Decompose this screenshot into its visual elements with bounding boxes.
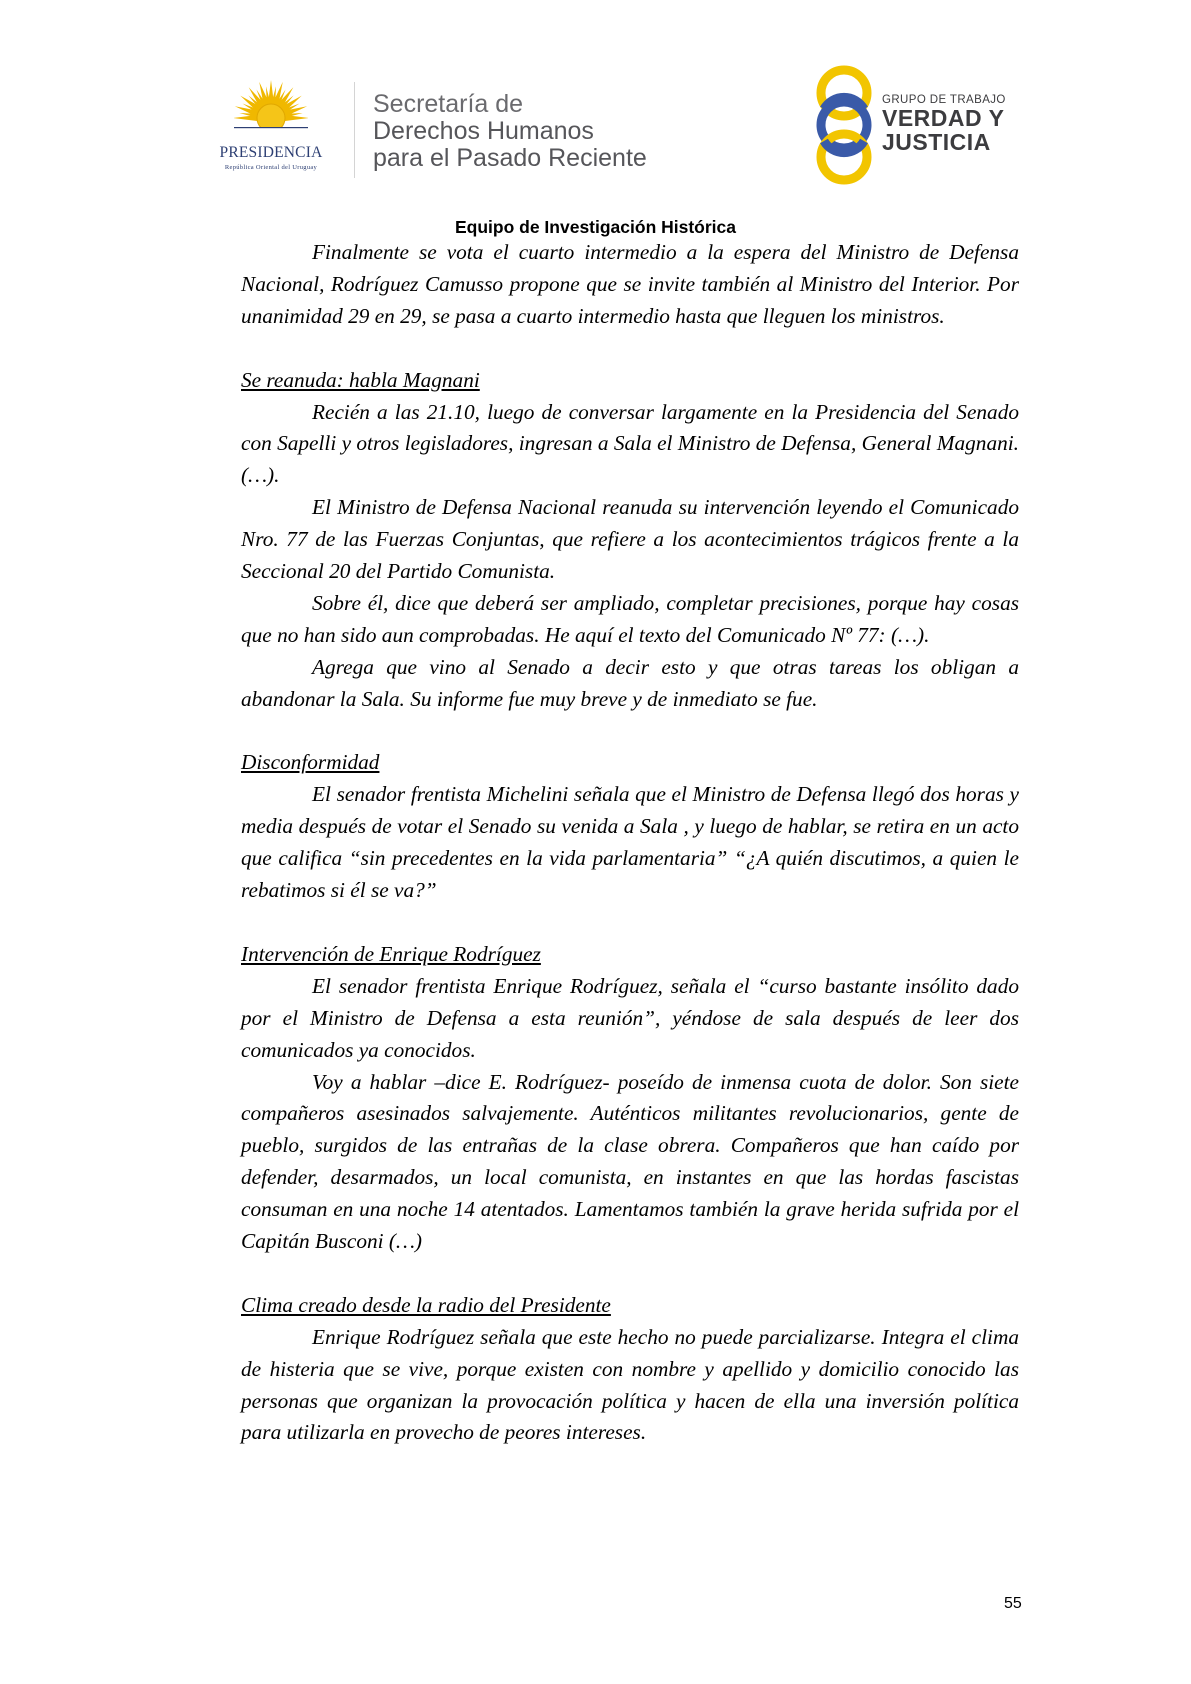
grupo-logo-text [882, 94, 1006, 154]
header-divider [354, 82, 355, 178]
spacer [241, 907, 1019, 939]
page-number: 55 [1004, 1595, 1022, 1612]
page-header [0, 0, 1191, 200]
paragraph: Recién a las 21.10, luego de conversar largamente en la Presidencia del Senado con Sapelli y otros legisladores, ingresan a Sala el Ministro de Defensa, General Magnani. (…). [241, 399, 1019, 488]
sun-icon [234, 78, 308, 142]
spacer [241, 716, 1019, 748]
document-body [241, 237, 1019, 1449]
grupo-line3: JUSTICIA [882, 129, 991, 155]
presidencia-subtitle: República Oriental del Uruguay [224, 164, 318, 171]
section-heading: Clima creado desde la radio del Presidente [241, 1292, 611, 1317]
secretaria-logo-text [373, 91, 647, 172]
team-title: Equipo de Investigación Histórica [454, 217, 737, 237]
secretaria-line3: para el Pasado Reciente [373, 144, 647, 172]
presidencia-name: PRESIDENCIA [219, 144, 323, 161]
section-heading: Intervención de Enrique Rodríguez [241, 941, 541, 966]
paragraph: Enrique Rodríguez señala que este hecho no puede parcializarse. Integra el clima de histeria que se vive, porque existen con nombre y apellido y domicilio conocido las personas que organizan la provocación política y hacen de ella una inversión política para utilizarla en provecho de peores intereses. [241, 1324, 1019, 1445]
grupo-line2: VERDAD Y [882, 105, 1005, 131]
paragraph: Sobre él, dice que deberá ser ampliado, completar precisiones, porque hay cosas que no han sido aun comprobadas. He aquí el texto del Comunicado Nº 77: (…). [241, 590, 1019, 647]
secretaria-line2: Derechos Humanos [373, 117, 594, 145]
paragraph: El senador frentista Enrique Rodríguez, señala el “curso bastante insólito dado por el Ministro de Defensa a esta reunión”, yéndose de sala después de leer dos comunicados ya conocidos. [241, 973, 1019, 1062]
secretaria-line1: Secretaría de [373, 90, 524, 118]
spacer [241, 333, 1019, 365]
section-heading: Se reanuda: habla Magnani [241, 367, 480, 392]
presidencia-logo [196, 78, 346, 178]
paragraph: Voy a hablar –dice E. Rodríguez- poseído de inmensa cuota de dolor. Son siete compañeros asesinados salvajemente. Auténticos militantes revolucionarios, gente de pueblo, surgidos de las entrañas de la clase obrera. Compañeros que han caído por defender, desarmados, un local comunista, en instantes en que las hordas fascistas consuman en una noche 14 atentados. Lamentamos también la grave herida sufrida por el Capitán Busconi (…) [241, 1069, 1019, 1254]
paragraph: Agrega que vino al Senado a decir esto y que otras tareas los obligan a abandonar la Sala. Su informe fue muy breve y de inmediato se fue. [241, 654, 1019, 711]
paragraph: El Ministro de Defensa Nacional reanuda su intervención leyendo el Comunicado Nro. 77 de las Fuerzas Conjuntas, que refiere a los acontecimientos trágicos frente a la Seccional 20 del Partido Comunista. [241, 495, 1019, 584]
grupo-line1: GRUPO DE TRABAJO [882, 94, 1006, 106]
section-heading: Disconformidad [241, 750, 380, 775]
paragraph: El senador frentista Michelini señala que el Ministro de Defensa llegó dos horas y media después de votar el Senado su venida a Sala , y luego de hablar, se retira en un acto que califica “sin precedentes en la vida parlamentaria” “¿A quién discutimos, a quien le rebatimos si él se va?” [241, 782, 1019, 903]
paragraph: Finalmente se vota el cuarto intermedio a la espera del Ministro de Defensa Nacional, Rodríguez Camusso propone que se invite también al Ministro del Interior. Por unanimidad 29 en 29, se pasa a cuarto intermedio hasta que lleguen los ministros. [241, 240, 1019, 328]
spacer [241, 1258, 1019, 1290]
